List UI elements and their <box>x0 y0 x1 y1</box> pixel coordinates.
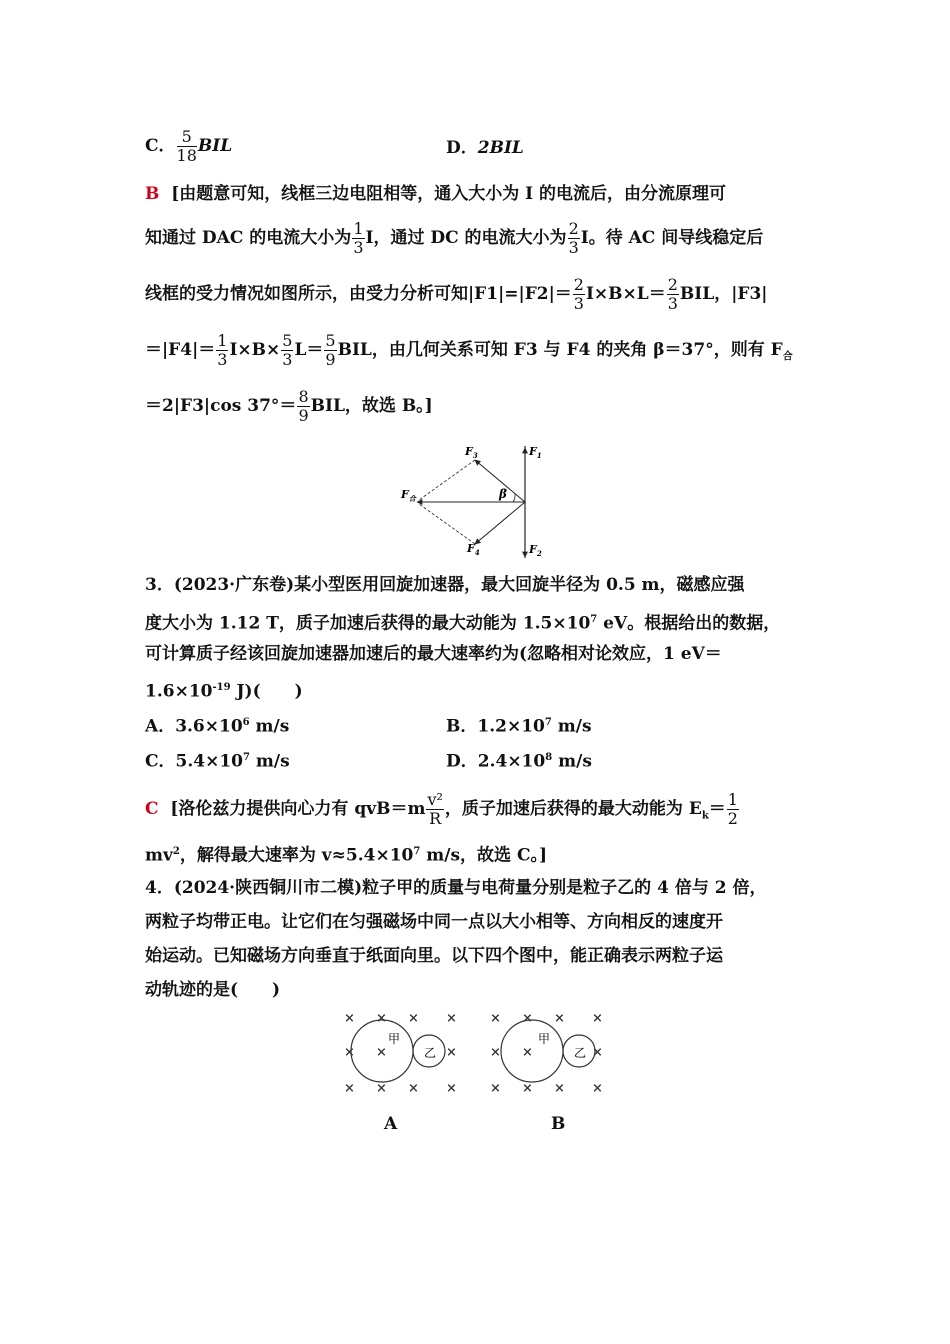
q2-answer-line-4: ＝|F4|＝ $\frac{1}{3}$ I×B× $\frac{5}{3}$ L＝ $\frac{5}{9}$ BIL，由几何关系可知 F3 与 F4 的夹角 β＝37°，则有 $F_合$ <box>145 331 793 369</box>
svg-text:×: × <box>376 1045 387 1060</box>
svg-text:×: × <box>592 1045 603 1060</box>
svg-text:×: × <box>490 1045 501 1060</box>
svg-text:×: × <box>446 1081 457 1096</box>
q3-stem-line-3: 可计算质子经该回旋加速器加速后的最大速率约为(忽略相对论效应，1 eV＝ <box>145 644 722 664</box>
svg-text:×: × <box>554 1081 565 1096</box>
figure-a <box>338 1005 468 1100</box>
svg-text:×: × <box>522 1081 533 1096</box>
svg-text:×: × <box>344 1045 355 1060</box>
label-jia: 甲 <box>538 1032 551 1046</box>
label-beta: β <box>499 487 507 501</box>
svg-text:×: × <box>490 1081 501 1096</box>
q2-option-d: D．2BIL <box>446 138 524 158</box>
label-f4: $F_4$ <box>467 542 480 557</box>
q3-stem-line-2: 度大小为 1.12 T，质子加速后获得的最大动能为 $1.5\times 10^7$ eV。根据给出的数据， <box>145 613 781 634</box>
q3-stem-line-1: 3．(2023·广东卷)某小型医用回旋加速器，最大回旋半径为 0.5 m，磁感应强 <box>145 575 745 595</box>
q4-stem-line-4: 动轨迹的是( ) <box>145 980 281 1000</box>
q2-answer-line-5: ＝2|F3|cos 37°＝ $\frac{8}{9}$ BIL，故选 B。] <box>145 387 433 425</box>
q3-stem-line-4: $1.6\times 10^{-19}$ J)( ) <box>145 681 303 702</box>
q4-stem-line-1: 4．(2024·陕西铜川市二模)粒子甲的质量与电荷量分别是粒子乙的 4 倍与 2 倍， <box>145 878 767 898</box>
figure-a-label: A <box>384 1114 398 1134</box>
svg-text:×: × <box>592 1011 603 1026</box>
label-fhe: $F_合$ <box>401 488 416 503</box>
q4-stem-line-2: 两粒子均带正电。让它们在匀强磁场中同一点以大小相等、方向相反的速度开 <box>145 912 723 932</box>
svg-text:×: × <box>554 1011 565 1026</box>
svg-text:×: × <box>376 1081 387 1096</box>
q2-answer-line-1: B [由题意可知，线框三边电阻相等，通入大小为 I 的电流后，由分流原理可 <box>145 184 727 204</box>
svg-text:×: × <box>446 1045 457 1060</box>
q3-option-a: A．$3.6\times 10^6$ m/s <box>145 716 290 737</box>
fraction: $\frac{5}{18}$ <box>176 127 197 165</box>
answer-letter: B <box>145 184 160 204</box>
f4-arrow <box>475 502 525 544</box>
svg-text:×: × <box>344 1011 355 1026</box>
label-jia: 甲 <box>388 1032 401 1046</box>
q2-option-c: C． $\frac{5}{18}$ BIL <box>145 127 233 165</box>
svg-text:×: × <box>490 1011 501 1026</box>
q3-answer-line-1: C [洛伦兹力提供向心力有 qvB＝m $\frac{\text{v²}}{R}$ ，质子加速后获得的最大动能为 $E_k=$ $\frac{1}{2}$ <box>145 790 738 828</box>
svg-text:×: × <box>408 1081 419 1096</box>
answer-letter: C <box>145 799 159 819</box>
q2-answer-line-3: 线框的受力情况如图所示，由受力分析可知|F1|=|F2|＝ $\frac{2}{3}$ I×B×L＝ $\frac{2}{3}$ BIL，|F3| <box>145 275 768 313</box>
label-f2: $F_2$ <box>529 543 542 558</box>
svg-text:×: × <box>344 1081 355 1096</box>
field-crosses <box>344 1011 457 1096</box>
label-yi: 乙 <box>424 1046 437 1060</box>
q2-answer-line-2: 知通过 DAC 的电流大小为 $\frac{1}{3}$ I，通过 DC 的电流大小为 $\frac{2}{3}$ I。待 AC 间导线稳定后 <box>145 219 764 257</box>
svg-text:×: × <box>522 1011 533 1026</box>
figure-b <box>484 1005 614 1100</box>
q3-option-c: C．$5.4\times 10^7$ m/s <box>145 751 290 772</box>
q3-answer-line-2: $mv^2$，解得最大速率为 $v\approx 5.4\times 10^7$ m/s，故选 C。] <box>145 845 548 866</box>
q3-option-d: D．$2.4\times 10^8$ m/s <box>446 751 592 772</box>
q3-option-b: B．$1.2\times 10^7$ m/s <box>446 716 592 737</box>
svg-text:×: × <box>376 1011 387 1026</box>
figure-b-label: B <box>551 1114 566 1134</box>
force-diagram <box>395 440 555 565</box>
label-yi: 乙 <box>574 1046 587 1060</box>
svg-text:×: × <box>592 1081 603 1096</box>
svg-text:×: × <box>408 1011 419 1026</box>
label-f1: $F_1$ <box>529 445 542 460</box>
label-f3: $F_3$ <box>465 445 478 460</box>
svg-text:×: × <box>446 1011 457 1026</box>
svg-text:×: × <box>522 1045 533 1060</box>
q4-stem-line-3: 始运动。已知磁场方向垂直于纸面向里。以下四个图中，能正确表示两粒子运 <box>145 946 723 966</box>
